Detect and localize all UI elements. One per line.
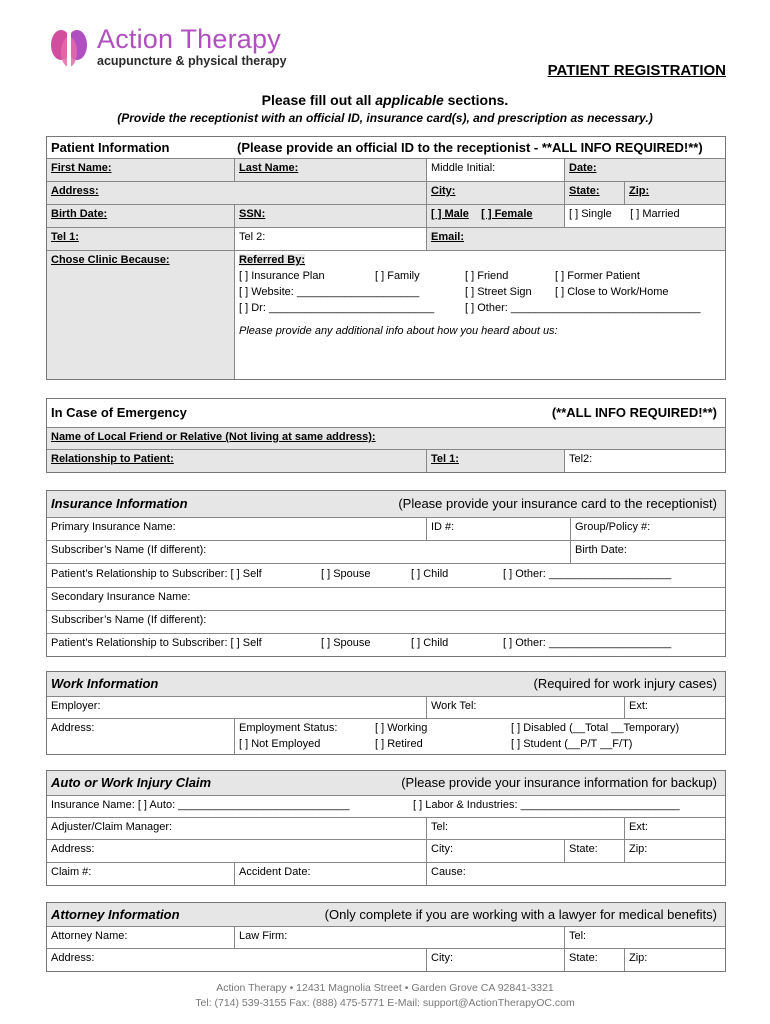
auto-ext-field[interactable]: Ext: [625,818,725,840]
claim-number-field[interactable]: Claim #: [47,863,235,885]
self-checkbox[interactable]: Patient’s Relationship to Subscriber: [ ] Self [51,568,262,580]
state-field[interactable]: State: [565,182,625,205]
marital-field[interactable] [565,205,725,228]
date-field[interactable]: Date: [565,159,725,182]
auto-claim-section [46,770,726,886]
emergency-section [46,398,726,473]
additional-info-label: Please provide any additional info about how you heard about us: [239,325,558,337]
work-tel-field[interactable]: Work Tel: [427,697,625,719]
emergency-tel2-field[interactable]: Tel2: [569,453,593,465]
female-checkbox[interactable]: [ ] Female [481,208,533,220]
attorney-address-field[interactable]: Address: [47,949,427,971]
ref-other-checkbox[interactable]: [ ] Other: _______________________________ [465,302,701,314]
working-checkbox[interactable]: [ ] Working [375,722,428,734]
birth-date-field[interactable]: Birth Date: [47,205,235,228]
child2-checkbox[interactable]: [ ] Child [411,637,449,649]
student-checkbox[interactable]: [ ] Student (__P/T __F/T) [511,738,633,750]
disabled-checkbox[interactable]: [ ] Disabled (__Total __Temporary) [511,722,680,734]
emergency-header: In Case of Emergency [51,405,187,420]
patient-note: (Please provide an official ID to the receptionist - **ALL INFO REQUIRED!**) [237,140,703,155]
subscriber2-name-field[interactable]: Subscriber’s Name (If different): [47,611,725,634]
brand-tagline: acupuncture & physical therapy [97,54,287,68]
auto-state-field[interactable]: State: [565,840,625,863]
insurance-section [46,490,726,657]
first-name-field[interactable]: First Name: [47,159,235,182]
tel2-field[interactable]: Tel 2: [235,228,427,251]
relationship-field[interactable]: Relationship to Patient: [47,450,427,472]
relationship2-row [47,634,725,656]
footer-contact: Tel: (714) 539-3155 Fax: (888) 475-5771 E-Mail: support@ActionTherapyOC.com [195,997,575,1009]
referred-by-label: Referred By: [239,254,306,266]
tel1-field[interactable]: Tel 1: [47,228,235,251]
auto-address-field[interactable]: Address: [47,840,427,863]
not-employed-checkbox[interactable]: [ ] Not Employed [239,738,321,750]
relationship-row [47,564,725,588]
ref-family-checkbox[interactable]: [ ] Family [375,270,420,282]
attorney-zip-field[interactable]: Zip: [629,952,648,964]
auto-tel-field[interactable]: Tel: [427,818,625,840]
city-field[interactable]: City: [427,182,565,205]
single-checkbox[interactable]: [ ] Single [569,208,612,220]
group-policy-field[interactable]: Group/Policy #: [571,518,725,541]
attorney-section [46,902,726,972]
insurance-note: (Please provide your insurance card to the receptionist) [398,496,717,511]
ref-street-checkbox[interactable]: [ ] Street Sign [465,286,532,298]
accident-date-field[interactable]: Accident Date: [235,863,427,885]
other2-checkbox[interactable]: [ ] Other: ____________________ [503,637,672,649]
subscriber-birth-field[interactable]: Birth Date: [571,541,725,564]
work-address-field[interactable]: Address: [47,719,235,754]
adjuster-field[interactable]: Adjuster/Claim Manager: [47,818,427,840]
brand-logo [48,24,308,72]
work-note: (Required for work injury cases) [533,676,717,691]
ref-dr-checkbox[interactable]: [ ] Dr: ___________________________ [239,302,435,314]
intro-line: Please fill out all applicable sections. [261,92,509,108]
patient-section [46,136,726,380]
brand-name: Action Therapy [97,24,281,54]
auto-city-field[interactable]: City: [427,840,565,863]
auto-note: (Please provide your insurance information for backup) [401,775,717,790]
emergency-tel1-field[interactable]: Tel 1: [427,450,565,472]
child-checkbox[interactable]: [ ] Child [411,568,449,580]
employment-status-label: Employment Status: [239,722,338,734]
attorney-header: Attorney Information [51,907,180,922]
married-checkbox[interactable]: [ ] Married [630,208,680,220]
middle-initial-field[interactable]: Middle Initial: [427,159,565,182]
subscriber-name-field[interactable]: Subscriber’s Name (If different): [47,541,571,564]
male-checkbox[interactable]: [ ] Male [431,208,469,220]
work-section [46,671,726,755]
attorney-note: (Only complete if you are working with a lawyer for medical benefits) [324,907,717,922]
emergency-note: (**ALL INFO REQUIRED!**) [551,405,717,420]
insurance-header: Insurance Information [51,496,188,511]
address-field[interactable]: Address: [47,182,427,205]
email-field[interactable]: Email: [427,228,725,251]
chose-clinic-field: Chose Clinic Because: [47,251,235,379]
employment-status-box [235,719,725,754]
labor-checkbox[interactable]: [ ] Labor & Industries: __________________________ [413,799,680,811]
law-firm-field[interactable]: Law Firm: [235,927,565,949]
work-ext-field[interactable]: Ext: [625,697,725,719]
other-checkbox[interactable]: [ ] Other: ____________________ [503,568,672,580]
insurance-id-field[interactable]: ID #: [427,518,571,541]
auto-header: Auto or Work Injury Claim [51,775,212,790]
emergency-name-field[interactable]: Name of Local Friend or Relative (Not living at same address): [47,428,725,450]
attorney-state-field[interactable]: State: [565,949,625,971]
secondary-insurance-field[interactable]: Secondary Insurance Name: [47,588,725,611]
patient-header: Patient Information [51,140,170,155]
work-header: Work Information [51,676,159,691]
retired-checkbox[interactable]: [ ] Retired [375,738,423,750]
primary-insurance-field[interactable]: Primary Insurance Name: [47,518,427,541]
ref-website-checkbox[interactable]: [ ] Website: ____________________ [239,286,420,298]
ref-insurance-checkbox[interactable]: [ ] Insurance Plan [239,270,325,282]
ref-former-checkbox[interactable]: [ ] Former Patient [555,270,640,282]
cause-field[interactable]: Cause: [431,866,466,878]
page-title: PATIENT REGISTRATION [547,62,726,79]
attorney-name-field[interactable]: Attorney Name: [47,927,235,949]
auto-checkbox[interactable]: Insurance Name: [ ] Auto: ____________________________ [51,799,350,811]
attorney-tel-field[interactable]: Tel: [565,927,725,949]
lotus-icon [48,28,92,70]
ssn-field[interactable]: SSN: [235,205,427,228]
intro-note: (Provide the receptionist with an official ID, insurance card(s), and prescription as necessary.) [117,111,653,125]
auto-zip-field[interactable]: Zip: [625,840,725,863]
auto-insurance-row [47,796,725,818]
referral-box [235,251,725,379]
footer-address: Action Therapy • 12431 Magnolia Street • Garden Grove CA 92841-3321 [216,982,554,994]
spouse2-checkbox[interactable]: [ ] Spouse [321,637,371,649]
gender-field[interactable] [427,205,565,228]
spouse-checkbox[interactable]: [ ] Spouse [321,568,371,580]
employer-field[interactable]: Employer: [47,697,427,719]
ref-close-checkbox[interactable]: [ ] Close to Work/Home [555,286,669,298]
last-name-field[interactable]: Last Name: [235,159,427,182]
ref-friend-checkbox[interactable]: [ ] Friend [465,270,509,282]
zip-field[interactable]: Zip: [625,182,725,205]
attorney-city-field[interactable]: City: [427,949,565,971]
self2-checkbox[interactable]: Patient’s Relationship to Subscriber: [ ] Self [51,637,262,649]
